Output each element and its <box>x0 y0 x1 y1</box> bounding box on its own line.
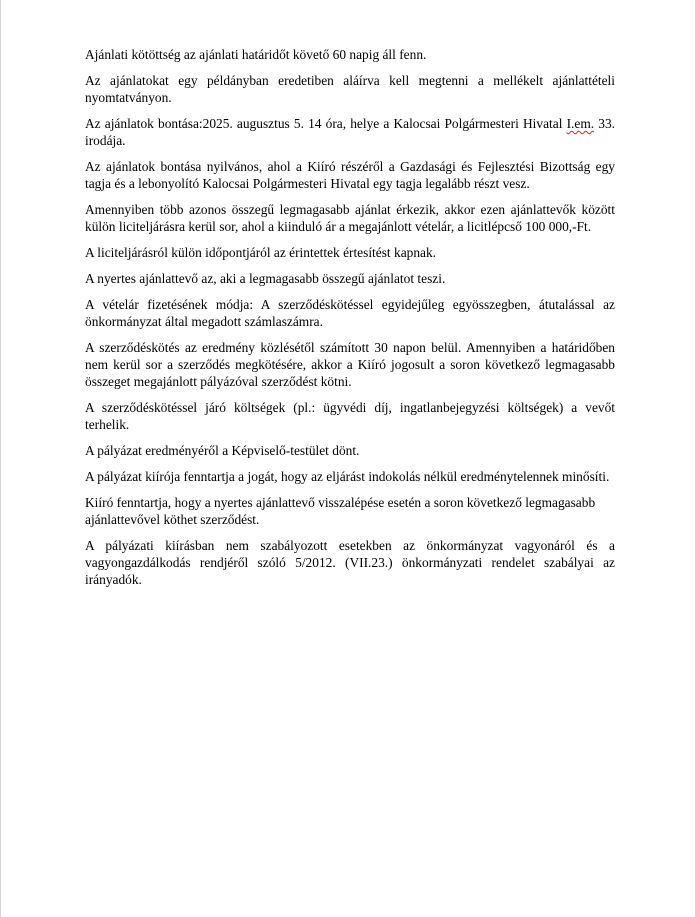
document-body[interactable] <box>85 46 615 597</box>
paragraph-winner: A nyertes ajánlattevő az, aki a legmagasabb összegű ajánlatot teszi. <box>85 271 446 286</box>
paragraph-right-to-cancel: A pályázat kiírója fenntartja a jogát, hogy az eljárást indokolás nélkül eredménytelennek minősíti. <box>85 469 610 484</box>
paragraph-governing-regulation: A pályázati kiírásban nem szabályozott esetekben az önkormányzat vagyonáról és a vagyongazdálkodás rendjéről szóló 5/2012. (VII.23.) önkormányzati rendelet szabályai az irányadók. <box>85 538 615 587</box>
paragraph-equal-bids: Amennyiben több azonos összegű legmagasabb ajánlat érkezik, akkor ezen ajánlattevők között külön liciteljárásra kerül sor, ahol a kiinduló ár a megajánlott vételár, a licitlépcső 100 000,-Ft. <box>85 202 615 234</box>
paragraph-decision: A pályázat eredményéről a Képviselő-testület dönt. <box>85 443 360 458</box>
spellcheck-flagged-word[interactable]: I.em. <box>566 116 595 131</box>
paragraph-withdrawal: Kiíró fenntartja, hogy a nyertes ajánlattevő visszalépése esetén a soron következő legmagasabb ajánlattevővel köthet szerződést. <box>85 495 596 527</box>
paragraph-payment-method: A vételár fizetésének módja: A szerződéskötéssel egyidejűleg egyösszegben, átutalással az önkormányzat által megadott számlaszámra. <box>85 297 615 329</box>
paragraph-contract-deadline: A szerződéskötés az eredmény közlésétől számított 30 napon belül. Amennyiben a határidőben nem kerül sor a szerződés megkötésére, akkor a Kiíró jogosult a soron következő legmagasabb összeget megajánlott pályázóval szerződést kötni. <box>85 340 615 389</box>
opening-room-text: 33. irodája. <box>85 116 615 148</box>
paragraph-opening-public: Az ajánlatok bontása nyilvános, ahol a Kiíró részéről a Gazdasági és Fejlesztési Bizottság egy tagja és a lebonyolító Kalocsai Polgármesteri Hivatal egy tagja legalább részt vesz. <box>85 159 615 191</box>
paragraph-submission-form: Az ajánlatokat egy példányban eredetiben aláírva kell megtenni a mellékelt ajánlattételi nyomtatványon. <box>85 73 615 105</box>
paragraph-contract-costs: A szerződéskötéssel járó költségek (pl.: ügyvédi díj, ingatlanbejegyzési költségek) a vevőt terhelik. <box>85 400 615 432</box>
paragraph-opening-time <box>85 115 615 149</box>
paragraph-auction-notice: A liciteljárásról külön időpontjáról az érintettek értesítést kapnak. <box>85 245 437 260</box>
paragraph-binding-period: Ajánlati kötöttség az ajánlati határidőt követő 60 napig áll fenn. <box>85 47 427 62</box>
opening-time-text: Az ajánlatok bontása:2025. augusztus 5. 14 óra, helye a Kalocsai Polgármesteri Hivatal <box>85 116 567 131</box>
